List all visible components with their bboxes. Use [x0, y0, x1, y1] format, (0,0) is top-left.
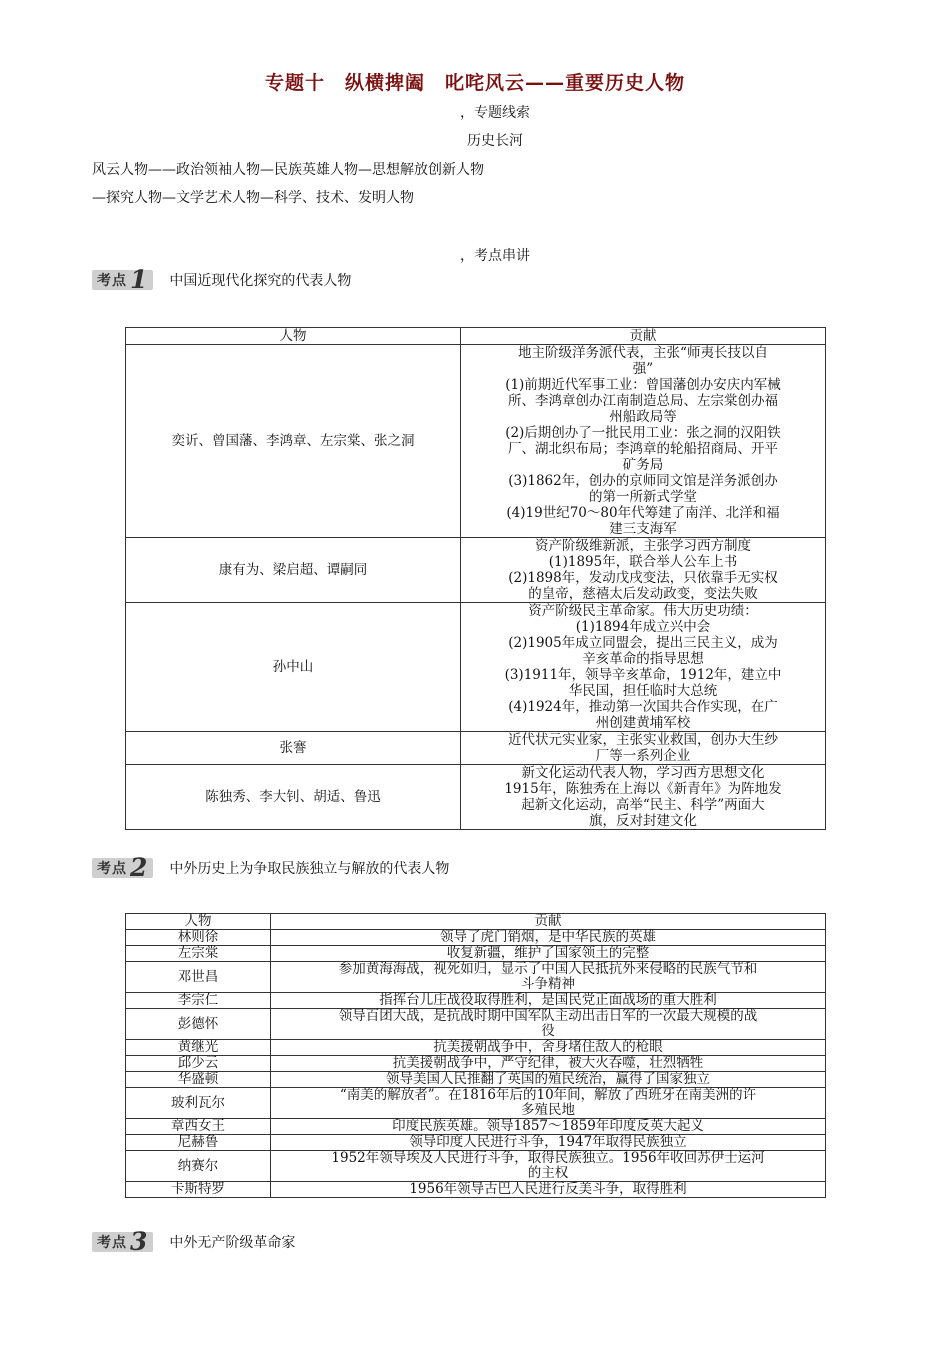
person-cell: 邱少云 [126, 1056, 271, 1072]
contribution-line: 所、李鸿章创办江南制造总局、左宗棠创办福 [508, 393, 778, 409]
contribution-line: 的皇帝，慈禧太后发动政变，变法失败 [528, 586, 758, 602]
contribution-line: (1)前期近代军事工业：曾国藩创办安庆内军械 [505, 377, 781, 393]
table-row [126, 603, 826, 732]
contribution-line: (2)1905年成立同盟会，提出三民主义，成为 [508, 635, 778, 651]
contribution-line: 州船政局等 [609, 409, 677, 425]
kaodian-3 [92, 1227, 296, 1256]
contribution-line: (3)1862年，创办的京师同文馆是洋务派创办 [508, 473, 778, 489]
contribution-line: 的第一所新式学堂 [589, 489, 697, 505]
person-cell: 李宗仁 [126, 993, 271, 1009]
contribution-cell [271, 1119, 826, 1135]
person-cell: 奕䜣、曾国藩、李鸿章、左宗棠、张之洞 [126, 345, 461, 538]
person-cell: 尼赫鲁 [126, 1135, 271, 1151]
contribution-line: 厂、湖北织布局；李鸿章的轮船招商局、开平 [508, 441, 778, 457]
contribution-line: (2)1898年，发动戊戌变法，只依靠手无实权 [508, 570, 778, 586]
person-cell: 陈独秀、李大钊、胡适、鲁迅 [126, 765, 461, 830]
kaodian-1 [92, 265, 352, 294]
contribution-line: “南美的解放者”。在1816年后的10年间，解放了西班牙在南美洲的许 [339, 1087, 757, 1103]
contribution-line: 近代状元实业家，主张实业救国，创办大生纱 [508, 732, 778, 748]
history-river-heading: 历史长河 [467, 133, 523, 149]
contribution-cell [461, 603, 826, 732]
contribution-line: (4)1924年，推动第一次国共合作实现，在广 [508, 699, 778, 715]
column-header-contribution: 贡献 [271, 914, 826, 930]
contribution-line: 参加黄海海战，视死如归，显示了中国人民抵抗外来侵略的民族气节和 [338, 961, 758, 977]
table-row [126, 993, 826, 1009]
person-cell: 华盛顿 [126, 1072, 271, 1088]
contribution-line: 的主权 [527, 1165, 569, 1181]
kaodian-title: 中外无产阶级革命家 [169, 1235, 296, 1251]
person-cell: 纳赛尔 [126, 1151, 271, 1182]
contribution-line: 印度民族英雄。领导1857～1859年印度反英大起义 [392, 1118, 704, 1134]
table-row [126, 1135, 826, 1151]
kaodian-badge [92, 853, 153, 882]
person-cell: 邓世昌 [126, 962, 271, 993]
contribution-cell [271, 1182, 826, 1198]
person-cell: 卡斯特罗 [126, 1182, 271, 1198]
person-cell: 黄继光 [126, 1040, 271, 1056]
contribution-line: 1915年，陈独秀在上海以《新青年》为阵地发 [504, 781, 782, 797]
table-row [126, 946, 826, 962]
contribution-line: 矿务局 [622, 457, 664, 473]
page-title: 专题十 纵横捭阖 叱咤风云——重要历史人物 [264, 72, 685, 94]
contribution-cell [461, 345, 826, 538]
contribution-line: 起新文化运动，高举“民主、科学”两面大 [521, 797, 765, 813]
kaodian-title: 中外历史上为争取民族独立与解放的代表人物 [169, 861, 450, 877]
contribution-cell [271, 1135, 826, 1151]
contribution-cell [461, 538, 826, 603]
contribution-line: 新文化运动代表人物，学习西方思想文化 [521, 765, 765, 781]
kaodian-number: 2 [130, 853, 148, 882]
column-header-person: 人物 [126, 914, 271, 930]
table-row [126, 1151, 826, 1182]
contribution-line: 多殖民地 [521, 1102, 575, 1118]
kaodian-label: 考点 [97, 1235, 127, 1251]
contribution-line: 役 [541, 1023, 555, 1039]
contribution-line: 领导印度人民进行斗争，1947年取得民族独立 [409, 1134, 687, 1150]
table-row [126, 962, 826, 993]
contribution-cell [271, 946, 826, 962]
contribution-cell [461, 732, 826, 765]
person-cell: 孙中山 [126, 603, 461, 732]
table-row [126, 765, 826, 830]
contribution-cell [271, 1009, 826, 1040]
table-row [126, 1088, 826, 1119]
contribution-line: 强” [632, 361, 654, 377]
person-cell: 林则徐 [126, 930, 271, 946]
contribution-cell [271, 1040, 826, 1056]
column-header-contribution: 贡献 [461, 328, 826, 345]
kaodian-badge [92, 1227, 153, 1256]
table-row [126, 1040, 826, 1056]
kaodian-number: 3 [130, 1227, 148, 1256]
table-row [126, 930, 826, 946]
contribution-cell [461, 765, 826, 830]
contribution-line: 资产阶级维新派，主张学习西方制度 [535, 538, 751, 554]
person-cell: 玻利瓦尔 [126, 1088, 271, 1119]
contribution-cell [271, 1151, 826, 1182]
contribution-line: (2)后期创办了一批民用工业：张之洞的汉阳铁 [505, 425, 781, 441]
thread-heading: ，专题线索 [460, 105, 530, 121]
contribution-line: 资产阶级民主革命家。伟大历史功绩： [528, 603, 758, 619]
contribution-line: 领导百团大战，是抗战时期中国军队主动出击日军的一次最大规模的战 [338, 1008, 758, 1024]
contribution-line: (3)1911年，领导辛亥革命，1912年，建立中 [504, 667, 782, 683]
table-row [126, 1182, 826, 1198]
contribution-line: 领导美国人民推翻了英国的殖民统治，赢得了国家独立 [386, 1071, 710, 1087]
contribution-cell [271, 962, 826, 993]
contribution-line: 厂等一系列企业 [595, 748, 691, 764]
contribution-line: 华民国，担任临时大总统 [568, 683, 718, 699]
contribution-line: 领导了虎门销烟，是中华民族的英雄 [440, 929, 656, 945]
contribution-cell [271, 1088, 826, 1119]
section-heading: ，考点串讲 [460, 248, 530, 264]
contribution-line: 辛亥革命的指导思想 [582, 651, 704, 667]
contribution-line: 斗争精神 [521, 976, 575, 992]
contribution-line: (1)1894年成立兴中会 [575, 619, 711, 635]
table-row [126, 1009, 826, 1040]
table-row [126, 732, 826, 765]
contribution-line: 旗，反对封建文化 [589, 813, 697, 829]
table-row [126, 1072, 826, 1088]
person-cell: 左宗棠 [126, 946, 271, 962]
table-row [126, 1119, 826, 1135]
column-header-person: 人物 [126, 328, 461, 345]
contribution-line: 1956年领导古巴人民进行反美斗争，取得胜利 [409, 1181, 687, 1197]
intro-line-1: 风云人物——政治领袖人物—民族英雄人物—思想解放创新人物 [92, 162, 484, 178]
contribution-line: (1)1895年，联合举人公车上书 [548, 554, 738, 570]
contribution-line: 1952年领导埃及人民进行斗争，取得民族独立。1956年收回苏伊士运河 [331, 1150, 765, 1166]
contribution-line: 收复新疆，维护了国家领土的完整 [446, 945, 650, 961]
contribution-line: 州创建黄埔军校 [595, 715, 691, 731]
contribution-cell [271, 930, 826, 946]
person-cell: 张謇 [126, 732, 461, 765]
intro-line-2: —探究人物—文学艺术人物—科学、技术、发明人物 [92, 190, 414, 206]
contribution-line: 抗美援朝战争中，严守纪律，被大火吞噬，壮烈牺牲 [392, 1055, 704, 1071]
person-cell: 彭德怀 [126, 1009, 271, 1040]
contribution-line: 地主阶级洋务派代表，主张“师夷长技以自 [518, 345, 768, 361]
contribution-line: 建三支海军 [609, 521, 677, 537]
contribution-cell [271, 993, 826, 1009]
contribution-line: 指挥台儿庄战役取得胜利，是国民党正面战场的重大胜利 [379, 992, 717, 1008]
table-independence-figures [125, 913, 826, 1198]
kaodian-label: 考点 [97, 861, 127, 877]
table-row [126, 1056, 826, 1072]
kaodian-badge [92, 265, 153, 294]
contribution-line: 抗美援朝战争中，舍身堵住敌人的枪眼 [433, 1039, 663, 1055]
kaodian-number: 1 [130, 265, 148, 294]
kaodian-2 [92, 853, 450, 882]
contribution-cell [271, 1056, 826, 1072]
kaodian-label: 考点 [97, 273, 127, 289]
contribution-cell [271, 1072, 826, 1088]
table-row [126, 345, 826, 538]
person-cell: 康有为、梁启超、谭嗣同 [126, 538, 461, 603]
table-modernization-figures [125, 327, 826, 830]
kaodian-title: 中国近现代化探究的代表人物 [169, 273, 352, 289]
table-row [126, 538, 826, 603]
person-cell: 章西女王 [126, 1119, 271, 1135]
contribution-line: (4)19世纪70～80年代筹建了南洋、北洋和福 [506, 505, 780, 521]
